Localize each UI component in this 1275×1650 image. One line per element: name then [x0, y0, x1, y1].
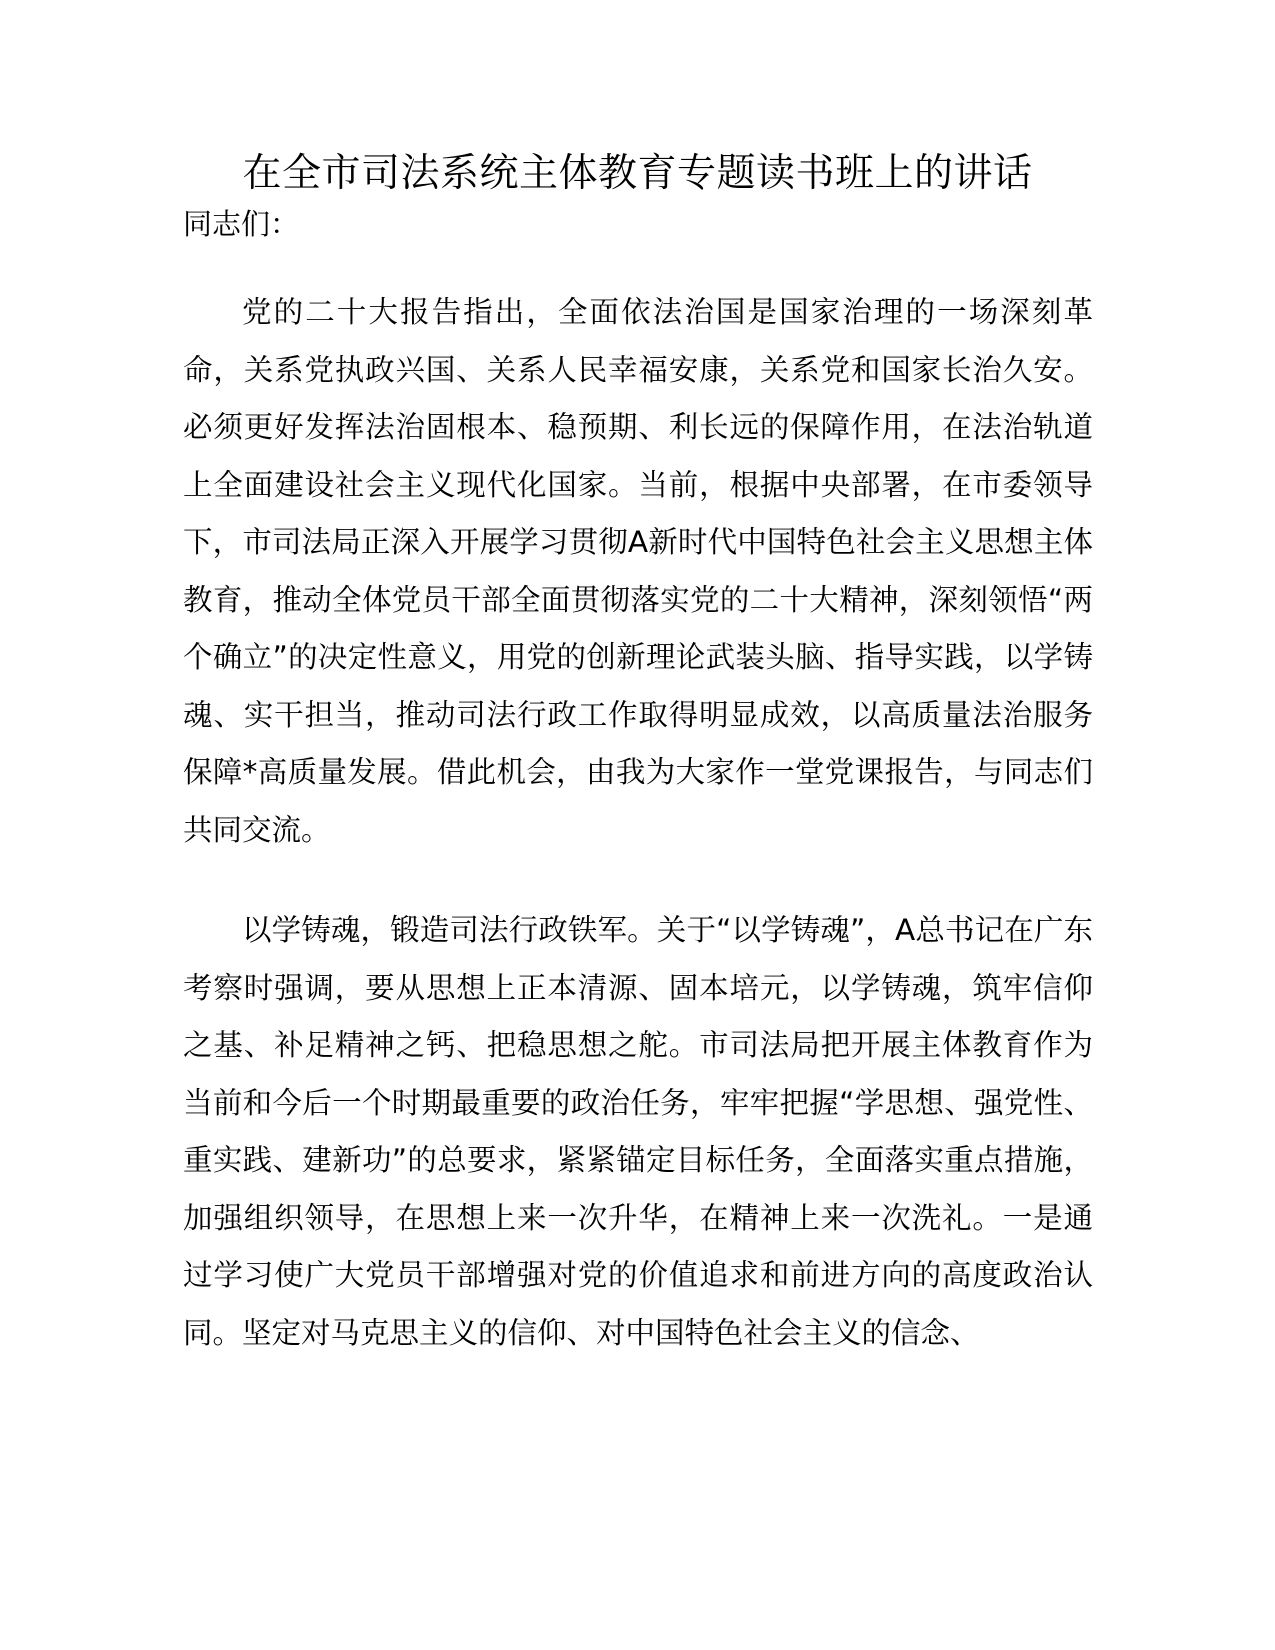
document-title: 在全市司法系统主体教育专题读书班上的讲话	[242, 151, 1033, 196]
body-paragraph: 党的二十大报告指出，全面依法治国是国家治理的一场深刻革命，关系党执政兴国、关系人民幸福安康，关系党和国家长治久安。必须更好发挥法治固根本、稳预期、利长远的保障作用，在法治轨道上全面建设社会主义现代化国家。当前，根据中央部署，在市委领导下，市司法局正深入开展学习贯彻A新时代中国特色社会主义思想主体教育，推动全体党员干部全面贯彻落实党的二十大精神，深刻领悟“两个确立”的决定性意义，用党的创新理论武装头脑、指导实践，以学铸魂、实干担当，推动司法行政工作取得明显成效，以高质量法治服务保障*高质量发展。借此机会，由我为大家作一堂党课报告，与同志们共同交流。	[183, 295, 1093, 847]
body-paragraph: 以学铸魂，锻造司法行政铁军。关于“以学铸魂”，A总书记在广东考察时强调，要从思想上正本清源、固本培元，以学铸魂，筑牢信仰之基、补足精神之钙、把稳思想之舵。市司法局把开展主体教育作为当前和今后一个时期最重要的政治任务，牢牢把握“学思想、强党性、重实践、建新功”的总要求，紧紧锚定目标任务，全面落实重点措施，加强组织领导，在思想上来一次升华，在精神上来一次洗礼。一是通过学习使广大党员干部增强对党的价值追求和前进方向的高度政治认同。坚定对马克思主义的信仰、对中国特色社会主义的信念、	[183, 913, 1093, 1350]
salutation: 同志们：	[183, 207, 300, 241]
